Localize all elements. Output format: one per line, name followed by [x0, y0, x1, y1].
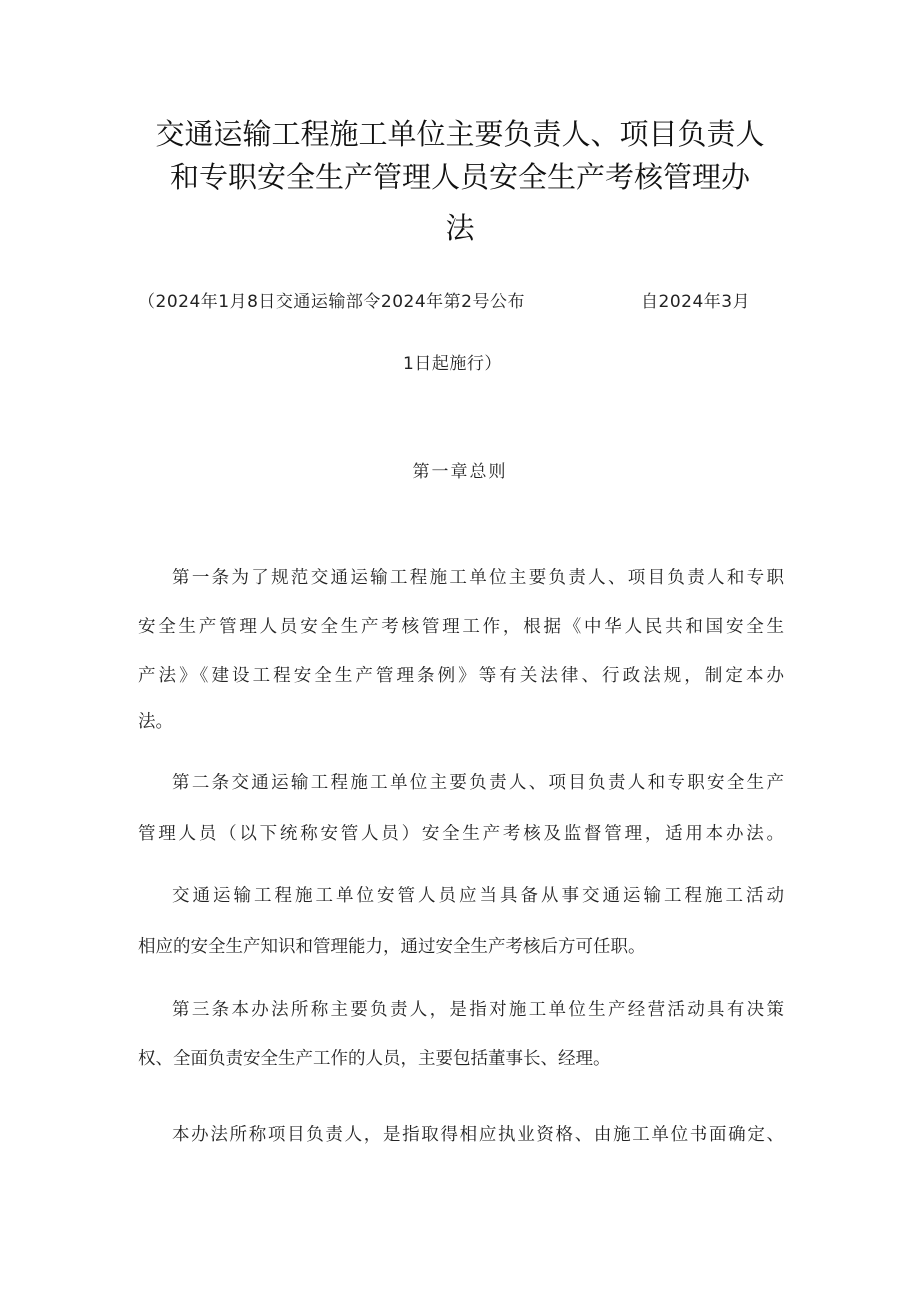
document-title-line-1: 交通运输工程施工单位主要负责人、项目负责人: [155, 117, 765, 151]
chapter-heading: 第一章总则: [412, 462, 508, 482]
article-1-line-4: 法。: [138, 712, 173, 732]
document-title-line-2: 和专职安全生产管理人员安全生产考核管理办: [169, 160, 750, 194]
paragraph-3-line-2: 相应的安全生产知识和管理能力，通过安全生产考核后方可任职。: [138, 937, 646, 957]
promulgation-line-2: 1日起施行）: [403, 354, 502, 374]
paragraph-3-line-1: 交通运输工程施工单位安管人员应当具备从事交通运输工程施工活动: [172, 886, 784, 906]
promulgation-line-1-right: 自2024年3月: [641, 292, 751, 312]
article-1-line-2: 安全生产管理人员安全生产考核管理工作，根据《中华人民共和国安全生: [138, 617, 784, 637]
promulgation-line-1-left: （2024年1月8日交通运输部令2024年第2号公布: [138, 292, 525, 312]
article-1-line-3: 产法》《建设工程安全生产管理条例》等有关法律、行政法规，制定本办: [138, 666, 784, 686]
article-1-line-1: 第一条为了规范交通运输工程施工单位主要负责人、项目负责人和专职: [172, 568, 784, 588]
article-2-line-2: 管理人员（以下统称安管人员）安全生产考核及监督管理，适用本办法。: [138, 824, 784, 844]
article-2-line-1: 第二条交通运输工程施工单位主要负责人、项目负责人和专职安全生产: [172, 773, 784, 793]
document-title-line-3: 法: [445, 211, 475, 245]
paragraph-5-line-1: 本办法所称项目负责人，是指取得相应执业资格、由施工单位书面确定、: [172, 1125, 784, 1145]
article-3-line-2: 权、全面负责安全生产工作的人员，主要包括董事长、经理。: [138, 1049, 611, 1069]
article-3-line-1: 第三条本办法所称主要负责人，是指对施工单位生产经营活动具有决策: [172, 1000, 784, 1020]
